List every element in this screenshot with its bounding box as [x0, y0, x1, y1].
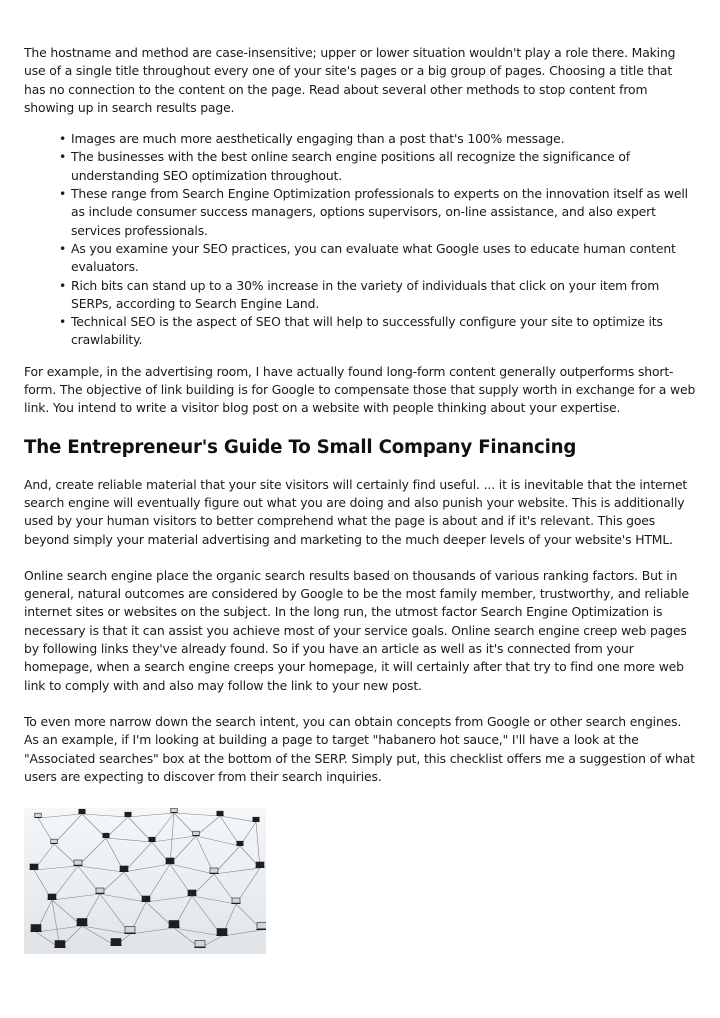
laptop-icon	[194, 941, 207, 949]
bullet-icon: •	[59, 149, 67, 165]
laptop-icon	[102, 833, 110, 838]
laptop-icon	[47, 894, 57, 900]
network-link-line	[130, 928, 174, 934]
list-item-text: Images are much more aesthetically engaging than a post that's 100% message.	[71, 131, 565, 147]
laptop-icon	[29, 864, 39, 870]
laptop-icon	[216, 811, 224, 816]
article	[24, 44, 696, 954]
list-item-text: As you examine your SEO practices, you can evaluate what Google uses to educate human content evaluators.	[71, 240, 676, 275]
network-link-line	[170, 864, 214, 874]
body-paragraph: And, create reliable material that your site visitors will certainly find useful. ... it is inevitable that the internet search engine will eventually figure out what you are doing and also punish your website. This is additionally used by your human visitors to better comprehend what the page is about and if it's relevant. This goes beyond simply your material advertising and marketing to the much deeper levels of your website's HTML.	[24, 476, 688, 547]
laptop-icon	[231, 898, 241, 904]
network-link-line	[214, 868, 260, 874]
list-item-text: These range from Search Engine Optimization professionals to experts on the innovation itself as well as include consumer success managers, options supervisors, on-line assistance, and also expert services professionals.	[71, 186, 688, 238]
list-item	[59, 130, 696, 148]
laptop-icon	[187, 890, 197, 896]
bullet-icon: •	[59, 314, 67, 330]
laptop-icon	[236, 841, 244, 846]
laptop-icon	[73, 860, 83, 866]
network-link-line	[38, 814, 82, 818]
network-link-line	[174, 813, 220, 816]
laptop-icon	[34, 813, 42, 818]
list-item	[59, 313, 696, 350]
laptop-icon	[78, 809, 86, 814]
network-of-laptops-image	[24, 808, 266, 954]
network-link-line	[152, 836, 196, 842]
intro-paragraph: The hostname and method are case-insensitive; upper or lower situation wouldn't play a role there. Making use of a single title throughout every one of your site's pages or a big group of pages. Choosing a title that has no connection to the content on the page. Read about several other methods to stop content from showing up in search results page.	[24, 45, 676, 115]
laptop-icon	[168, 921, 181, 929]
network-link-line	[106, 838, 152, 842]
network-link-line	[124, 864, 170, 872]
bullet-icon: •	[59, 131, 67, 147]
list-item-text: The businesses with the best online search engine positions all recognize the significance of understanding SEO optimization throughout.	[71, 149, 630, 183]
laptop-icon	[192, 831, 200, 836]
network-link-line	[128, 813, 174, 817]
laptop-icon	[141, 896, 151, 902]
laptop-icon	[216, 929, 229, 937]
section-heading: The Entrepreneur's Guide To Small Company Financing	[24, 436, 577, 458]
network-link-line	[256, 822, 260, 868]
list-item-text: Rich bits can stand up to a 30% increase in the variety of individuals that click on your item from SERPs, according to Search Engine Land.	[71, 277, 660, 311]
network-link-line	[82, 814, 128, 817]
network-link-line	[146, 896, 192, 902]
laptop-icon	[124, 812, 132, 817]
network-link-line	[196, 836, 240, 846]
network-link-line	[196, 816, 220, 836]
laptop-icon	[76, 919, 89, 927]
network-link-line	[128, 817, 152, 842]
network-link-line	[52, 894, 100, 900]
laptop-icon	[165, 858, 175, 864]
list-item	[59, 240, 696, 277]
laptop-icon	[95, 888, 105, 894]
bullet-list	[24, 130, 696, 350]
laptop-icon	[209, 868, 219, 874]
laptop-icon	[50, 839, 58, 844]
laptop-icon	[255, 862, 265, 868]
network-link-line	[34, 866, 78, 870]
bullet-icon: •	[59, 240, 67, 256]
list-item	[59, 277, 696, 314]
network-link-line	[170, 813, 174, 864]
network-illustration	[24, 808, 266, 954]
network-link-line	[192, 896, 236, 904]
laptop-icon	[119, 866, 129, 872]
laptop-icon	[110, 939, 123, 947]
laptop-icon	[148, 837, 156, 842]
list-item	[59, 185, 696, 240]
network-link-line	[220, 816, 256, 822]
body-paragraph: Online search engine place the organic search results based on thousands of various ranking factors. But in general, natural outcomes are considered by Google to be the most family member, trustworthy, and reliable internet sites or websites on the subject. In the long run, the utmost factor Search Engine Optimization is necessary is that it can assist you achieve most of your service goals. Online search engine creep web pages by following links they've already found. So if you have an article as well as it's connected from your homepage, when a search engine creeps your homepage, it will certainly after that try to find one more web link to comply with and also may follow the link to your new post.	[24, 567, 690, 693]
laptop-icon	[124, 927, 137, 935]
network-link-line	[222, 930, 262, 936]
laptop-icon	[30, 925, 43, 933]
network-link-line	[36, 926, 82, 932]
list-item-text: Technical SEO is the aspect of SEO that will help to successfully configure your site to optimize its crawlability.	[71, 314, 663, 348]
laptop-icon	[252, 817, 260, 822]
network-link-line	[82, 814, 106, 838]
body-paragraph: For example, in the advertising room, I have actually found long-form content generally outperforms short-form. The objective of link building is for Google to compensate those that supply worth in exchange for a web link. You intend to write a visitor blog post on a website with people thinking about your expertise.	[24, 363, 696, 416]
network-link-line	[78, 866, 124, 872]
body-paragraph: To even more narrow down the search intent, you can obtain concepts from Google or other search engines. As an example, if I'm looking at building a page to target "habanero hot sauce," I'll have a look at the "Associated searches" box at the bottom of the SERP. Simply put, this checklist offers me a suggestion of what users are expecting to discover from their search inquiries.	[24, 713, 695, 784]
laptop-icon	[170, 808, 178, 813]
bullet-icon: •	[59, 277, 67, 293]
laptop-icon	[54, 941, 67, 949]
network-link-line	[174, 928, 222, 936]
laptop-icon	[256, 923, 266, 931]
network-link-line	[100, 894, 146, 902]
list-item	[59, 148, 696, 185]
network-link-line	[54, 814, 82, 844]
bullet-icon: •	[59, 186, 67, 202]
